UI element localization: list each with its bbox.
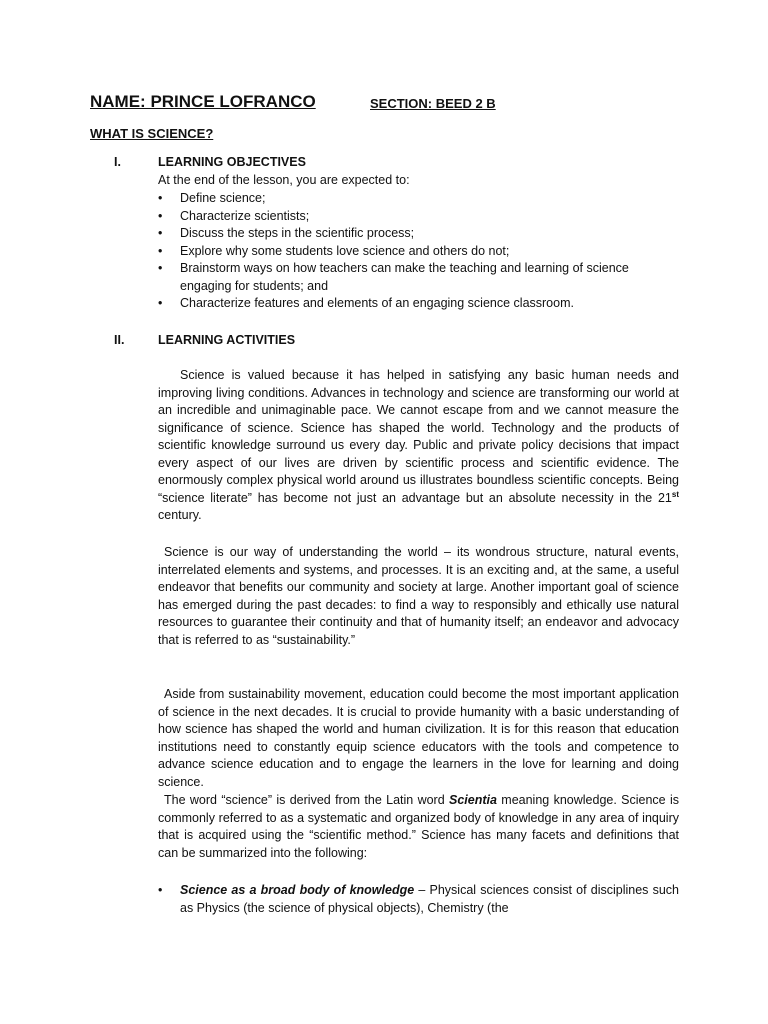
bullet-icon: •: [158, 191, 163, 205]
bullet-icon: •: [158, 261, 163, 275]
objectives-intro: At the end of the lesson, you are expected to:: [158, 173, 410, 187]
section2-title: LEARNING ACTIVITIES: [158, 333, 296, 347]
objectives-list: [158, 190, 688, 313]
paragraph-2: Science is our way of understanding the world – its wondrous structure, natural events, interrelated elements and systems, and processes. It is an exciting and, at the same, a useful endeavor that benefits our community and society at large. Another important goal of science has emerged during the past decades: to find a way to responsibly and ethically use natural resources to guarantee their continuity and that of humanity itself; an endeavor and advocacy that is referred to as “sustainability.”: [158, 545, 679, 647]
bullet-icon: •: [158, 226, 163, 240]
paragraph-3: Aside from sustainability movement, education could become the most important application of science in the next decades. It is crucial to provide humanity with a basic understanding of how science has shaped the world and human civilization. It is for this reason that education institutions need to constantly equip science educators with the tools and competence to advance science education and to engage the learners in the love for learning and doing science.: [158, 687, 679, 789]
list-item: • Characterize features and elements of an engaging science classroom.: [158, 295, 688, 313]
latin-term: Scientia: [449, 793, 497, 807]
section1-numeral: I.: [114, 155, 121, 169]
facet-list-item: • Science as a broad body of knowledge – Physical sciences consist of disciplines such as Physics (the science of physical objects), Chemistry (the: [158, 883, 679, 915]
section1-title: LEARNING OBJECTIVES: [158, 155, 306, 169]
section2-numeral: II.: [114, 333, 125, 347]
bullet-icon: •: [158, 208, 163, 223]
list-item: • Discuss the steps in the scientific process;: [158, 225, 688, 243]
list-item: • Brainstorm ways on how teachers can make the teaching and learning of science engaging for students; and: [158, 261, 629, 293]
list-item: • Explore why some students love science and others do not;: [158, 243, 688, 261]
bullet-icon: •: [158, 883, 163, 897]
paragraph-4: The word “science” is derived from the Latin word Scientia meaning knowledge. Science is commonly referred to as a systematic and organized body of knowledge in any area of inquiry that is acquired using the “scientific method.” Science has many facets and definitions that can be summarized into the following:: [158, 793, 680, 860]
bullet-icon: •: [158, 243, 163, 258]
student-name: NAME: PRINCE LOFRANCO: [90, 92, 316, 111]
list-item: • Characterize scientists;: [158, 208, 688, 226]
student-section: SECTION: BEED 2 B: [370, 96, 496, 111]
paragraph-1: Science is valued because it has helped in satisfying any basic human needs and improving living conditions. Advances in technology and science are transforming our world at an incredible and unimaginable pace. We cannot escape from and we cannot measure the significance of science. Science has shaped the world. Technology and the products of scientific knowledge surround us every day. Public and private policy decisions that impact every aspect of our lives are driven by scientific process and scientific evidence. The enormously complex physical world around us illustrates boundless scientific concepts. Being “science literate” has become not just an advantage but an absolute necessity in the 21st century.: [158, 368, 679, 522]
document-title: WHAT IS SCIENCE?: [90, 126, 214, 141]
facet-term: Science as a broad body of knowledge: [180, 883, 415, 897]
bullet-icon: •: [158, 296, 163, 310]
list-item: • Define science;: [158, 190, 688, 208]
